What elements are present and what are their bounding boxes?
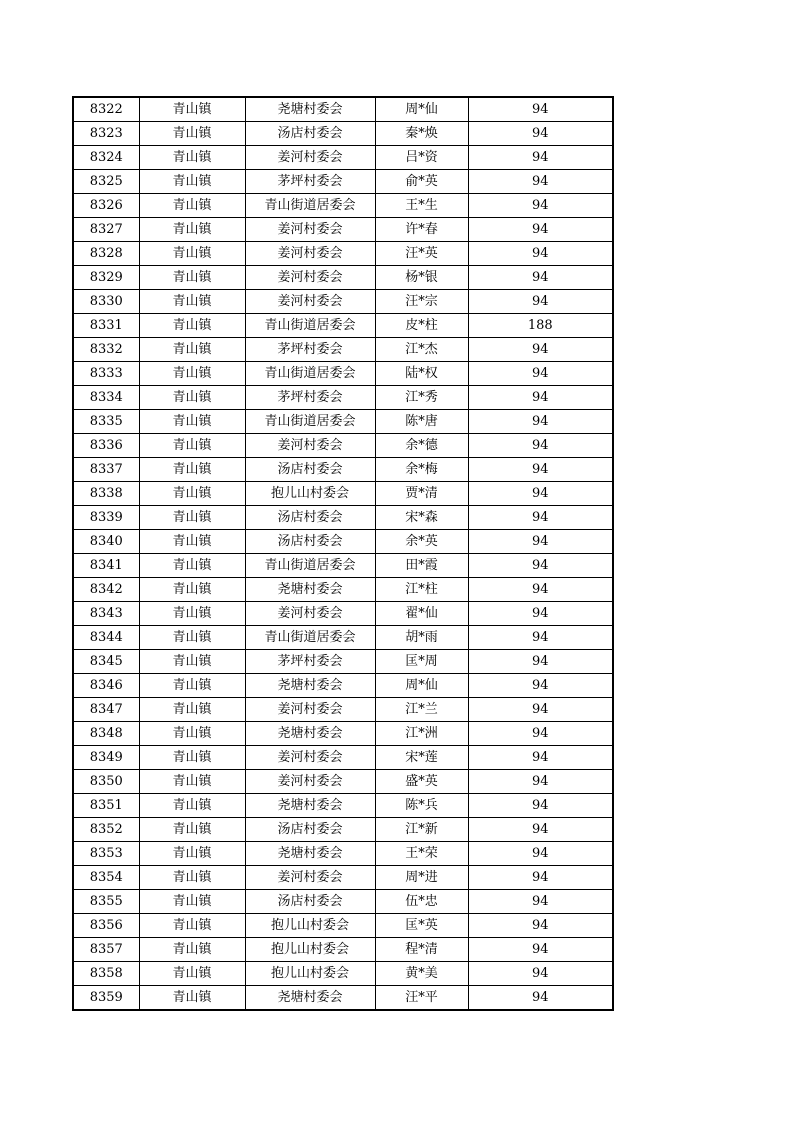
village-committee-cell: 抱儿山村委会	[245, 938, 375, 962]
village-committee-cell: 茅坪村委会	[245, 338, 375, 362]
village-committee-cell: 青山街道居委会	[245, 554, 375, 578]
town-cell: 青山镇	[139, 626, 245, 650]
person-name-cell: 江*洲	[375, 722, 468, 746]
amount-cell: 94	[468, 938, 613, 962]
person-name-cell: 江*新	[375, 818, 468, 842]
person-name-cell: 余*德	[375, 434, 468, 458]
table-row	[73, 986, 613, 1011]
amount-cell: 94	[468, 242, 613, 266]
village-committee-cell: 汤店村委会	[245, 530, 375, 554]
amount-cell: 94	[468, 986, 613, 1011]
village-committee-cell: 尧塘村委会	[245, 794, 375, 818]
amount-cell: 94	[468, 842, 613, 866]
table-row	[73, 722, 613, 746]
village-committee-cell: 姜河村委会	[245, 866, 375, 890]
amount-cell: 94	[468, 482, 613, 506]
amount-cell: 94	[468, 506, 613, 530]
person-name-cell: 汪*平	[375, 986, 468, 1011]
row-number-cell: 8352	[73, 818, 139, 842]
village-committee-cell: 姜河村委会	[245, 602, 375, 626]
table-row	[73, 218, 613, 242]
person-name-cell: 周*仙	[375, 674, 468, 698]
town-cell: 青山镇	[139, 314, 245, 338]
village-committee-cell: 汤店村委会	[245, 890, 375, 914]
person-name-cell: 江*兰	[375, 698, 468, 722]
person-name-cell: 江*杰	[375, 338, 468, 362]
town-cell: 青山镇	[139, 722, 245, 746]
town-cell: 青山镇	[139, 866, 245, 890]
amount-cell: 94	[468, 290, 613, 314]
town-cell: 青山镇	[139, 218, 245, 242]
person-name-cell: 周*进	[375, 866, 468, 890]
amount-cell: 94	[468, 194, 613, 218]
table-row	[73, 506, 613, 530]
row-number-cell: 8348	[73, 722, 139, 746]
row-number-cell: 8338	[73, 482, 139, 506]
village-committee-cell: 姜河村委会	[245, 242, 375, 266]
person-name-cell: 王*荣	[375, 842, 468, 866]
table-row	[73, 458, 613, 482]
village-committee-cell: 青山街道居委会	[245, 626, 375, 650]
row-number-cell: 8334	[73, 386, 139, 410]
person-name-cell: 汪*英	[375, 242, 468, 266]
row-number-cell: 8344	[73, 626, 139, 650]
village-committee-cell: 汤店村委会	[245, 458, 375, 482]
town-cell: 青山镇	[139, 578, 245, 602]
table-row	[73, 650, 613, 674]
person-name-cell: 许*春	[375, 218, 468, 242]
table-row	[73, 770, 613, 794]
town-cell: 青山镇	[139, 794, 245, 818]
amount-cell: 94	[468, 890, 613, 914]
village-committee-cell: 汤店村委会	[245, 506, 375, 530]
row-number-cell: 8349	[73, 746, 139, 770]
table-row	[73, 194, 613, 218]
town-cell: 青山镇	[139, 410, 245, 434]
amount-cell: 94	[468, 266, 613, 290]
row-number-cell: 8339	[73, 506, 139, 530]
village-committee-cell: 青山街道居委会	[245, 314, 375, 338]
person-name-cell: 匡*英	[375, 914, 468, 938]
person-name-cell: 周*仙	[375, 97, 468, 122]
row-number-cell: 8337	[73, 458, 139, 482]
town-cell: 青山镇	[139, 338, 245, 362]
row-number-cell: 8343	[73, 602, 139, 626]
village-committee-cell: 姜河村委会	[245, 146, 375, 170]
town-cell: 青山镇	[139, 170, 245, 194]
row-number-cell: 8351	[73, 794, 139, 818]
table-row	[73, 410, 613, 434]
person-name-cell: 皮*柱	[375, 314, 468, 338]
village-committee-cell: 姜河村委会	[245, 698, 375, 722]
row-number-cell: 8323	[73, 122, 139, 146]
town-cell: 青山镇	[139, 938, 245, 962]
table-row	[73, 482, 613, 506]
village-committee-cell: 茅坪村委会	[245, 386, 375, 410]
table-row	[73, 914, 613, 938]
amount-cell: 188	[468, 314, 613, 338]
town-cell: 青山镇	[139, 818, 245, 842]
person-name-cell: 伍*忠	[375, 890, 468, 914]
village-committee-cell: 尧塘村委会	[245, 578, 375, 602]
amount-cell: 94	[468, 410, 613, 434]
person-name-cell: 宋*森	[375, 506, 468, 530]
amount-cell: 94	[468, 674, 613, 698]
village-committee-cell: 尧塘村委会	[245, 97, 375, 122]
amount-cell: 94	[468, 554, 613, 578]
table-row	[73, 626, 613, 650]
person-name-cell: 匡*周	[375, 650, 468, 674]
town-cell: 青山镇	[139, 986, 245, 1011]
table-row	[73, 962, 613, 986]
table-row	[73, 938, 613, 962]
row-number-cell: 8356	[73, 914, 139, 938]
table-row	[73, 338, 613, 362]
row-number-cell: 8327	[73, 218, 139, 242]
row-number-cell: 8359	[73, 986, 139, 1011]
village-committee-cell: 抱儿山村委会	[245, 914, 375, 938]
village-committee-cell: 茅坪村委会	[245, 170, 375, 194]
row-number-cell: 8324	[73, 146, 139, 170]
amount-cell: 94	[468, 770, 613, 794]
town-cell: 青山镇	[139, 842, 245, 866]
row-number-cell: 8325	[73, 170, 139, 194]
town-cell: 青山镇	[139, 266, 245, 290]
row-number-cell: 8354	[73, 866, 139, 890]
row-number-cell: 8326	[73, 194, 139, 218]
person-name-cell: 陈*兵	[375, 794, 468, 818]
amount-cell: 94	[468, 170, 613, 194]
table-row	[73, 698, 613, 722]
amount-cell: 94	[468, 122, 613, 146]
table-row	[73, 242, 613, 266]
amount-cell: 94	[468, 962, 613, 986]
table-row	[73, 746, 613, 770]
row-number-cell: 8336	[73, 434, 139, 458]
town-cell: 青山镇	[139, 242, 245, 266]
amount-cell: 94	[468, 458, 613, 482]
town-cell: 青山镇	[139, 890, 245, 914]
town-cell: 青山镇	[139, 914, 245, 938]
table-row	[73, 842, 613, 866]
village-committee-cell: 青山街道居委会	[245, 410, 375, 434]
row-number-cell: 8347	[73, 698, 139, 722]
town-cell: 青山镇	[139, 698, 245, 722]
row-number-cell: 8353	[73, 842, 139, 866]
row-number-cell: 8329	[73, 266, 139, 290]
table-row	[73, 290, 613, 314]
amount-cell: 94	[468, 338, 613, 362]
row-number-cell: 8350	[73, 770, 139, 794]
row-number-cell: 8330	[73, 290, 139, 314]
town-cell: 青山镇	[139, 386, 245, 410]
row-number-cell: 8335	[73, 410, 139, 434]
town-cell: 青山镇	[139, 554, 245, 578]
table-row	[73, 818, 613, 842]
amount-cell: 94	[468, 97, 613, 122]
town-cell: 青山镇	[139, 122, 245, 146]
table-row	[73, 554, 613, 578]
town-cell: 青山镇	[139, 194, 245, 218]
row-number-cell: 8346	[73, 674, 139, 698]
village-committee-cell: 青山街道居委会	[245, 194, 375, 218]
person-name-cell: 陆*权	[375, 362, 468, 386]
amount-cell: 94	[468, 602, 613, 626]
row-number-cell: 8328	[73, 242, 139, 266]
person-name-cell: 田*霞	[375, 554, 468, 578]
person-name-cell: 黄*美	[375, 962, 468, 986]
village-committee-cell: 姜河村委会	[245, 746, 375, 770]
person-name-cell: 吕*资	[375, 146, 468, 170]
row-number-cell: 8340	[73, 530, 139, 554]
table-row	[73, 266, 613, 290]
person-name-cell: 俞*英	[375, 170, 468, 194]
person-name-cell: 贾*清	[375, 482, 468, 506]
person-name-cell: 秦*焕	[375, 122, 468, 146]
town-cell: 青山镇	[139, 97, 245, 122]
village-committee-cell: 尧塘村委会	[245, 986, 375, 1011]
town-cell: 青山镇	[139, 770, 245, 794]
person-name-cell: 盛*英	[375, 770, 468, 794]
amount-cell: 94	[468, 746, 613, 770]
amount-cell: 94	[468, 914, 613, 938]
village-committee-cell: 抱儿山村委会	[245, 962, 375, 986]
table-row	[73, 362, 613, 386]
person-name-cell: 余*英	[375, 530, 468, 554]
table-row	[73, 674, 613, 698]
village-committee-cell: 尧塘村委会	[245, 842, 375, 866]
row-number-cell: 8355	[73, 890, 139, 914]
town-cell: 青山镇	[139, 146, 245, 170]
table-row	[73, 794, 613, 818]
village-committee-cell: 尧塘村委会	[245, 674, 375, 698]
amount-cell: 94	[468, 530, 613, 554]
person-name-cell: 江*柱	[375, 578, 468, 602]
town-cell: 青山镇	[139, 602, 245, 626]
amount-cell: 94	[468, 794, 613, 818]
row-number-cell: 8322	[73, 97, 139, 122]
amount-cell: 94	[468, 146, 613, 170]
table-row	[73, 146, 613, 170]
town-cell: 青山镇	[139, 458, 245, 482]
person-name-cell: 杨*银	[375, 266, 468, 290]
town-cell: 青山镇	[139, 434, 245, 458]
amount-cell: 94	[468, 818, 613, 842]
village-committee-cell: 姜河村委会	[245, 434, 375, 458]
village-committee-cell: 尧塘村委会	[245, 722, 375, 746]
town-cell: 青山镇	[139, 530, 245, 554]
row-number-cell: 8331	[73, 314, 139, 338]
roster-body	[73, 97, 613, 1010]
table-row	[73, 890, 613, 914]
village-committee-cell: 抱儿山村委会	[245, 482, 375, 506]
amount-cell: 94	[468, 626, 613, 650]
table-row	[73, 578, 613, 602]
row-number-cell: 8358	[73, 962, 139, 986]
village-committee-cell: 姜河村委会	[245, 266, 375, 290]
row-number-cell: 8332	[73, 338, 139, 362]
town-cell: 青山镇	[139, 506, 245, 530]
village-committee-cell: 姜河村委会	[245, 770, 375, 794]
person-name-cell: 宋*莲	[375, 746, 468, 770]
village-committee-cell: 姜河村委会	[245, 290, 375, 314]
amount-cell: 94	[468, 218, 613, 242]
row-number-cell: 8345	[73, 650, 139, 674]
amount-cell: 94	[468, 578, 613, 602]
table-row	[73, 866, 613, 890]
village-committee-cell: 茅坪村委会	[245, 650, 375, 674]
table-row	[73, 314, 613, 338]
table-row	[73, 170, 613, 194]
row-number-cell: 8357	[73, 938, 139, 962]
table-row	[73, 122, 613, 146]
table-row	[73, 530, 613, 554]
row-number-cell: 8333	[73, 362, 139, 386]
town-cell: 青山镇	[139, 650, 245, 674]
village-committee-cell: 青山街道居委会	[245, 362, 375, 386]
amount-cell: 94	[468, 698, 613, 722]
person-name-cell: 余*梅	[375, 458, 468, 482]
village-committee-cell: 姜河村委会	[245, 218, 375, 242]
amount-cell: 94	[468, 866, 613, 890]
village-committee-cell: 汤店村委会	[245, 818, 375, 842]
amount-cell: 94	[468, 650, 613, 674]
table-row	[73, 386, 613, 410]
person-name-cell: 汪*宗	[375, 290, 468, 314]
town-cell: 青山镇	[139, 362, 245, 386]
town-cell: 青山镇	[139, 482, 245, 506]
row-number-cell: 8341	[73, 554, 139, 578]
town-cell: 青山镇	[139, 290, 245, 314]
town-cell: 青山镇	[139, 746, 245, 770]
amount-cell: 94	[468, 722, 613, 746]
person-name-cell: 江*秀	[375, 386, 468, 410]
person-name-cell: 王*生	[375, 194, 468, 218]
village-committee-cell: 汤店村委会	[245, 122, 375, 146]
amount-cell: 94	[468, 434, 613, 458]
town-cell: 青山镇	[139, 962, 245, 986]
roster-table	[72, 96, 614, 1011]
amount-cell: 94	[468, 362, 613, 386]
row-number-cell: 8342	[73, 578, 139, 602]
table-row	[73, 434, 613, 458]
table-row	[73, 97, 613, 122]
person-name-cell: 翟*仙	[375, 602, 468, 626]
person-name-cell: 程*清	[375, 938, 468, 962]
town-cell: 青山镇	[139, 674, 245, 698]
amount-cell: 94	[468, 386, 613, 410]
table-row	[73, 602, 613, 626]
person-name-cell: 陈*唐	[375, 410, 468, 434]
person-name-cell: 胡*雨	[375, 626, 468, 650]
